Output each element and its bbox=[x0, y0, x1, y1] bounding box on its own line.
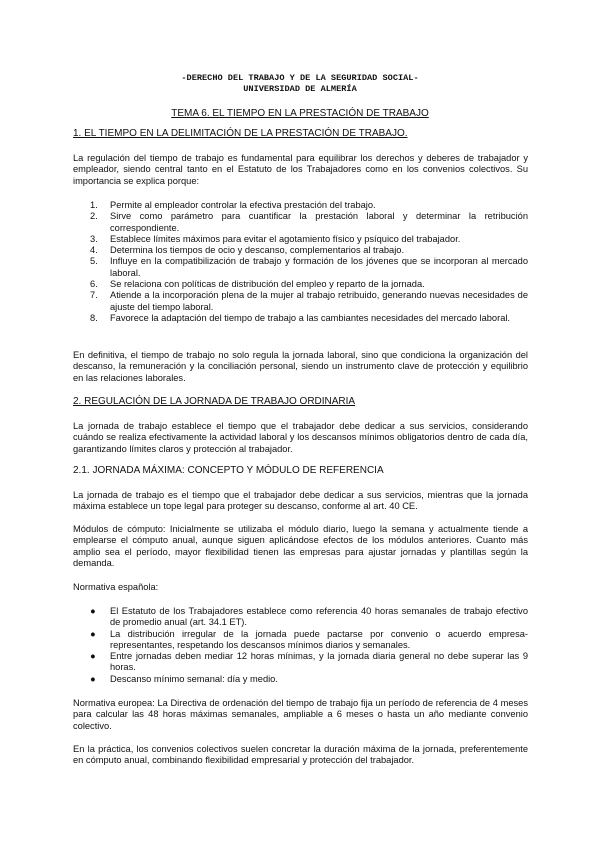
list-item: 8. Favorece la adaptación del tiempo de trabajo a las cambiantes necesidades del mercado laboral. bbox=[90, 312, 511, 323]
section-2-1-heading: 2.1. JORNADA MÁXIMA: CONCEPTO Y MÓDULO DE REFERENCIA bbox=[73, 465, 384, 476]
list-item: ● Entre jornadas deben mediar 12 horas mínimas, y la jornada diaria general no debe superar las 9 horas. bbox=[90, 651, 528, 673]
university-name: UNIVERSIDAD DE ALMERÍA bbox=[243, 84, 357, 94]
list-item: 7. Atiende a la incorporación plena de la mujer al trabajo retribuido, generando nuevas necesidades de ajuste del tiempo laboral. bbox=[90, 290, 528, 312]
section-2-heading: 2. REGULACIÓN DE LA JORNADA DE TRABAJO ORDINARIA bbox=[73, 396, 356, 407]
list-item: 1. Permite al empleador controlar la efectiva prestación del trabajo. bbox=[90, 200, 376, 210]
section-1-intro: La regulación del tiempo de trabajo es fundamental para equilibrar los derechos y deberes de trabajador y empleador, siendo central tanto en el Estatuto de los Trabajadores como en los convenios colectivos. Su importancia se explica porque: bbox=[73, 153, 528, 186]
list-item: 5. Influye en la compatibilización de trabajo y formación de los jóvenes que se incorporan al mercado laboral. bbox=[90, 256, 528, 278]
list-item: ● Descanso mínimo semanal: día y medio. bbox=[90, 673, 278, 684]
topic-title: TEMA 6. EL TIEMPO EN LA PRESTACIÓN DE TRABAJO bbox=[171, 108, 429, 119]
importance-list bbox=[90, 200, 528, 324]
list-item: 4. Determina los tiempos de ocio y descanso, complementarios al trabajo. bbox=[90, 245, 405, 256]
course-title: -DERECHO DEL TRABAJO Y DE LA SEGURIDAD SOCIAL- bbox=[181, 73, 419, 83]
list-item: 2. Sirve como parámetro para cuantificar la prestación laboral y determinar la retribución correspondiente. bbox=[90, 211, 528, 233]
modulos-computo: Módulos de cómputo: Inicialmente se utilizaba el módulo diario, luego la semana y actualmente tiende a emplearse el cómputo anual, aunque siguen aplicándose efectos de los módulos anteriores. Cuanto más amplio sea el período, mayor flexibilidad tienen las empresas para ajustar jornadas y plantillas según la demanda. bbox=[73, 524, 528, 568]
jornada-definition: La jornada de trabajo es el tiempo que el trabajador debe dedicar a sus servicios, mientras que la jornada máxima establece un tope legal para proteger su descanso, conforme al art. 40 CE. bbox=[73, 490, 528, 512]
section-1-conclusion: En definitiva, el tiempo de trabajo no solo regula la jornada laboral, sino que condiciona la organización del descanso, la remuneración y la conciliación personal, siendo un instrumento clave de protección y equilibrio en las relaciones laborales. bbox=[73, 350, 528, 383]
list-item: ● El Estatuto de los Trabajadores establece como referencia 40 horas semanales de trabajo efectivo de promedio anual (art. 34.1 ET). bbox=[90, 606, 528, 628]
list-item: ● La distribución irregular de la jornada puede pactarse por convenio o acuerdo empresa-representantes, respetando los descansos mínimos diarios y semanales. bbox=[90, 628, 528, 650]
normativa-espanola-list bbox=[90, 606, 528, 685]
section-1-heading: 1. EL TIEMPO EN LA DELIMITACIÓN DE LA PRESTACIÓN DE TRABAJO. bbox=[73, 128, 408, 139]
list-item: 6. Se relaciona con políticas de distribución del empleo y reparto de la jornada. bbox=[90, 279, 425, 290]
practica-convenios: En la práctica, los convenios colectivos suelen concretar la duración máxima de la jornada, preferentemente en cómputo anual, combinando flexibilidad empresarial y protección del trabajador. bbox=[73, 744, 528, 766]
section-2-intro: La jornada de trabajo establece el tiempo que el trabajador debe dedicar a sus servicios, considerando cuándo se realiza efectivamente la actividad laboral y los descansos mínimos obligatorios dentro de cada día, garantizando límites claros y protección al trabajador. bbox=[73, 421, 528, 454]
normativa-europea: Normativa europea: La Directiva de ordenación del tiempo de trabajo fija un período de referencia de 4 meses para calcular las 48 horas máximas semanales, ampliable a 6 meses o hasta un año mediante convenio colectivo. bbox=[73, 698, 528, 731]
normativa-espanola-label: Normativa española: bbox=[73, 582, 159, 592]
list-item: 3. Establece límites máximos para evitar el agotamiento físico y psíquico del trabajador. bbox=[90, 233, 461, 244]
